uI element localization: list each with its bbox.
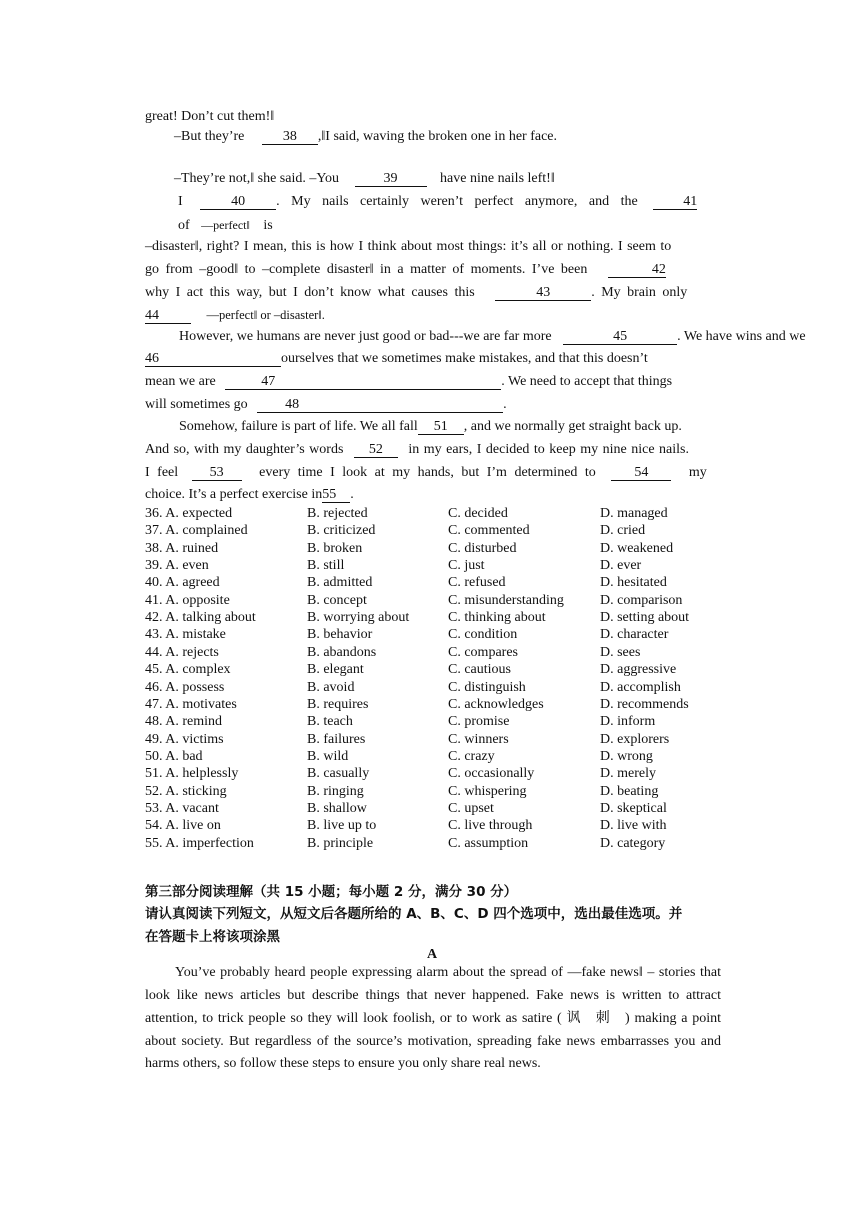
blank-54: 54 xyxy=(611,465,671,481)
option-52-C: C. whispering xyxy=(448,783,527,799)
option-41-A: 41. A. opposite xyxy=(145,592,230,608)
text: . My nails certainly weren’t perfect anymore, and the xyxy=(276,194,638,209)
cloze-line-15 xyxy=(145,441,689,459)
section-instruction: 请认真阅读下列短文，从短文后各题所给的 A、B、C、D 四个选项中，选出最佳选项。并 xyxy=(145,906,683,922)
option-51-B: B. casually xyxy=(307,766,370,782)
option-43-A: 43. A. mistake xyxy=(145,627,226,643)
text: mean we are xyxy=(145,374,216,389)
option-48-B: B. teach xyxy=(307,714,353,730)
option-37-B: B. criticized xyxy=(307,523,376,539)
option-50-D: D. wrong xyxy=(600,748,653,764)
option-43-B: B. behavior xyxy=(307,627,373,643)
cloze-line-9 xyxy=(145,306,325,325)
cloze-line-17 xyxy=(145,486,354,504)
text-cjk: 讽刺 xyxy=(566,1010,626,1027)
option-51-C: C. occasionally xyxy=(448,766,535,782)
option-40-A: 40. A. agreed xyxy=(145,575,220,591)
text: every time I look at my hands, but I’m determined to xyxy=(259,465,596,480)
option-53-D: D. skeptical xyxy=(600,800,667,816)
blank-48: 48 xyxy=(257,397,503,413)
blank-39: 39 xyxy=(355,171,427,187)
option-54-B: B. live up to xyxy=(307,818,377,834)
option-38-B: B. broken xyxy=(307,540,363,556)
cloze-line-12 xyxy=(145,373,672,391)
text: choice. It’s a perfect exercise in xyxy=(145,487,323,502)
option-52-D: D. beating xyxy=(600,783,659,799)
option-44-B: B. abandons xyxy=(307,644,377,660)
option-40-D: D. hesitated xyxy=(600,575,667,591)
option-55-C: C. assumption xyxy=(448,835,529,851)
option-54-D: D. live with xyxy=(600,818,667,834)
option-39-D: D. ever xyxy=(600,558,642,574)
text: have nine nails left!‖ xyxy=(440,171,555,186)
text: will sometimes go xyxy=(145,397,248,412)
option-49-A: 49. A. victims xyxy=(145,731,224,747)
blank-55: 55 xyxy=(322,487,350,503)
option-53-A: 53. A. vacant xyxy=(145,800,219,816)
option-46-D: D. accomplish xyxy=(600,679,681,695)
option-49-C: C. winners xyxy=(448,731,509,747)
blank-52: 52 xyxy=(354,442,398,458)
option-50-C: C. crazy xyxy=(448,748,495,764)
option-37-C: C. commented xyxy=(448,523,530,539)
option-51-A: 51. A. helplessly xyxy=(145,766,239,782)
text: ―perfect‖ or –disaster‖. xyxy=(206,308,325,322)
cloze-line-16 xyxy=(145,464,707,482)
option-48-A: 48. A. remind xyxy=(145,714,222,730)
section-title: 第三部分阅读理解（共 15 小题；每小题 2 分，满分 30 分） xyxy=(145,884,518,900)
option-46-C: C. distinguish xyxy=(448,679,526,695)
cloze-line-1: great! Don’t cut them!‖ xyxy=(145,109,275,124)
text: of xyxy=(178,218,190,233)
blank-42: 42 xyxy=(608,262,666,278)
text: Somehow, failure is part of life. We all fall xyxy=(179,419,418,434)
text: my xyxy=(688,465,707,480)
text: ―perfect‖ xyxy=(201,218,250,232)
text: . xyxy=(503,397,507,412)
text: . We have wins and we xyxy=(677,329,806,344)
option-38-A: 38. A. ruined xyxy=(145,540,219,556)
option-41-B: B. concept xyxy=(307,592,367,608)
text: You’ve probably heard people expressing alarm about the spread of ―fake news‖ – stories that look like news articles but describe things that never happened. Fake news is written to attract attention, to trick people so they will look foolish, or to work as satire ( xyxy=(145,965,721,1027)
option-50-A: 50. A. bad xyxy=(145,748,203,764)
option-39-C: C. just xyxy=(448,558,485,574)
text: ,‖I said, waving the broken one in her face. xyxy=(317,129,557,144)
blank-44: 44 xyxy=(145,308,191,324)
option-47-A: 47. A. motivates xyxy=(145,696,237,712)
text: . We need to accept that things xyxy=(501,374,673,389)
option-53-C: C. upset xyxy=(448,800,494,816)
option-54-A: 54. A. live on xyxy=(145,818,221,834)
option-44-A: 44. A. rejects xyxy=(145,644,219,660)
option-44-C: C. compares xyxy=(448,644,518,660)
cloze-line-13 xyxy=(145,396,507,414)
option-49-B: B. failures xyxy=(307,731,366,747)
option-49-D: D. explorers xyxy=(600,731,670,747)
blank-43: 43 xyxy=(495,285,591,301)
blank-40: 40 xyxy=(200,194,276,210)
option-37-A: 37. A. complained xyxy=(145,523,248,539)
section-instruction-cont: 在答题卡上将该项涂黑 xyxy=(145,929,280,945)
option-37-D: D. cried xyxy=(600,523,646,539)
option-38-D: D. weakened xyxy=(600,540,674,556)
text: I xyxy=(178,194,183,209)
cloze-line-11 xyxy=(145,350,648,368)
option-42-D: D. setting about xyxy=(600,610,690,626)
cloze-line-10 xyxy=(179,328,806,346)
text: , and we normally get straight back up. xyxy=(463,419,682,434)
option-36-C: C. decided xyxy=(448,506,508,521)
option-42-C: C. thinking about xyxy=(448,610,546,626)
passage-label: A xyxy=(427,947,438,962)
text: . xyxy=(350,487,354,502)
option-45-C: C. cautious xyxy=(448,662,511,678)
cloze-line-2 xyxy=(174,128,557,146)
blank-51: 51 xyxy=(418,419,464,435)
option-46-A: 46. A. possess xyxy=(145,679,225,695)
option-39-B: B. still xyxy=(307,558,345,574)
cloze-line-4 xyxy=(178,193,697,211)
text: is xyxy=(263,218,273,233)
option-46-B: B. avoid xyxy=(307,679,355,695)
option-51-D: D. merely xyxy=(600,766,656,782)
blank-41: 41 xyxy=(653,194,697,210)
cloze-line-6: –disaster‖, right? I mean, this is how I think about most things: it’s all or nothing. I seem to xyxy=(145,239,672,254)
option-48-C: C. promise xyxy=(448,714,510,730)
option-36-D: D. managed xyxy=(600,506,668,521)
option-43-C: C. condition xyxy=(448,627,518,643)
text: –They’re not,‖ she said. –You xyxy=(174,171,340,186)
text: And so, with my daughter’s words xyxy=(145,442,344,457)
cloze-line-7 xyxy=(145,261,666,279)
option-53-B: B. shallow xyxy=(307,800,367,816)
option-45-B: B. elegant xyxy=(307,662,364,678)
cloze-line-3 xyxy=(174,170,555,188)
text: . My brain only xyxy=(591,285,688,300)
text: go from –good‖ to –complete disaster‖ in a matter of moments. I’ve been xyxy=(145,262,588,277)
text: However, we humans are never just good or bad---we are far more xyxy=(179,329,552,344)
option-42-A: 42. A. talking about xyxy=(145,610,256,626)
text: ourselves that we sometimes make mistakes, and that this doesn’t xyxy=(281,351,648,366)
option-36-B: B. rejected xyxy=(307,506,368,521)
option-47-C: C. acknowledges xyxy=(448,696,544,712)
blank-38: 38 xyxy=(262,129,318,145)
text: in my ears, I decided to keep my nine nice nails. xyxy=(408,442,689,457)
option-55-B: B. principle xyxy=(307,835,374,851)
option-50-B: B. wild xyxy=(307,748,349,764)
option-55-A: 55. A. imperfection xyxy=(145,835,254,851)
option-45-A: 45. A. complex xyxy=(145,662,231,678)
option-41-C: C. misunderstanding xyxy=(448,592,564,608)
option-55-D: D. category xyxy=(600,835,666,851)
option-52-A: 52. A. sticking xyxy=(145,783,227,799)
option-54-C: C. live through xyxy=(448,818,533,834)
option-42-B: B. worrying about xyxy=(307,610,410,626)
option-38-C: C. disturbed xyxy=(448,540,517,556)
option-47-D: D. recommends xyxy=(600,696,689,712)
option-44-D: D. sees xyxy=(600,644,641,660)
blank-45: 45 xyxy=(563,329,677,345)
option-41-D: D. comparison xyxy=(600,592,683,608)
option-36-A: 36. A. expected xyxy=(145,506,233,521)
option-48-D: D. inform xyxy=(600,714,656,730)
option-43-D: D. character xyxy=(600,627,669,643)
blank-53: 53 xyxy=(192,465,242,481)
option-45-D: D. aggressive xyxy=(600,662,677,678)
cloze-line-5 xyxy=(178,216,273,235)
blank-47: 47 xyxy=(225,374,501,390)
option-39-A: 39. A. even xyxy=(145,558,209,574)
option-47-B: B. requires xyxy=(307,696,369,712)
cloze-line-8 xyxy=(145,284,687,302)
text: ) making a point about society. But regardless of the source’s motivation, spreading fake news embarrasses you and harms others, so follow these steps to ensure you only share real news. xyxy=(145,1011,722,1072)
blank-46: 46 xyxy=(145,351,281,367)
option-40-B: B. admitted xyxy=(307,575,373,591)
text: –But they’re xyxy=(174,129,245,144)
passage-paragraph xyxy=(145,962,721,1076)
cloze-line-14 xyxy=(179,418,682,436)
option-40-C: C. refused xyxy=(448,575,506,591)
option-52-B: B. ringing xyxy=(307,783,364,799)
text: I feel xyxy=(145,465,179,480)
text: why I act this way, but I don’t know what causes this xyxy=(145,285,475,300)
